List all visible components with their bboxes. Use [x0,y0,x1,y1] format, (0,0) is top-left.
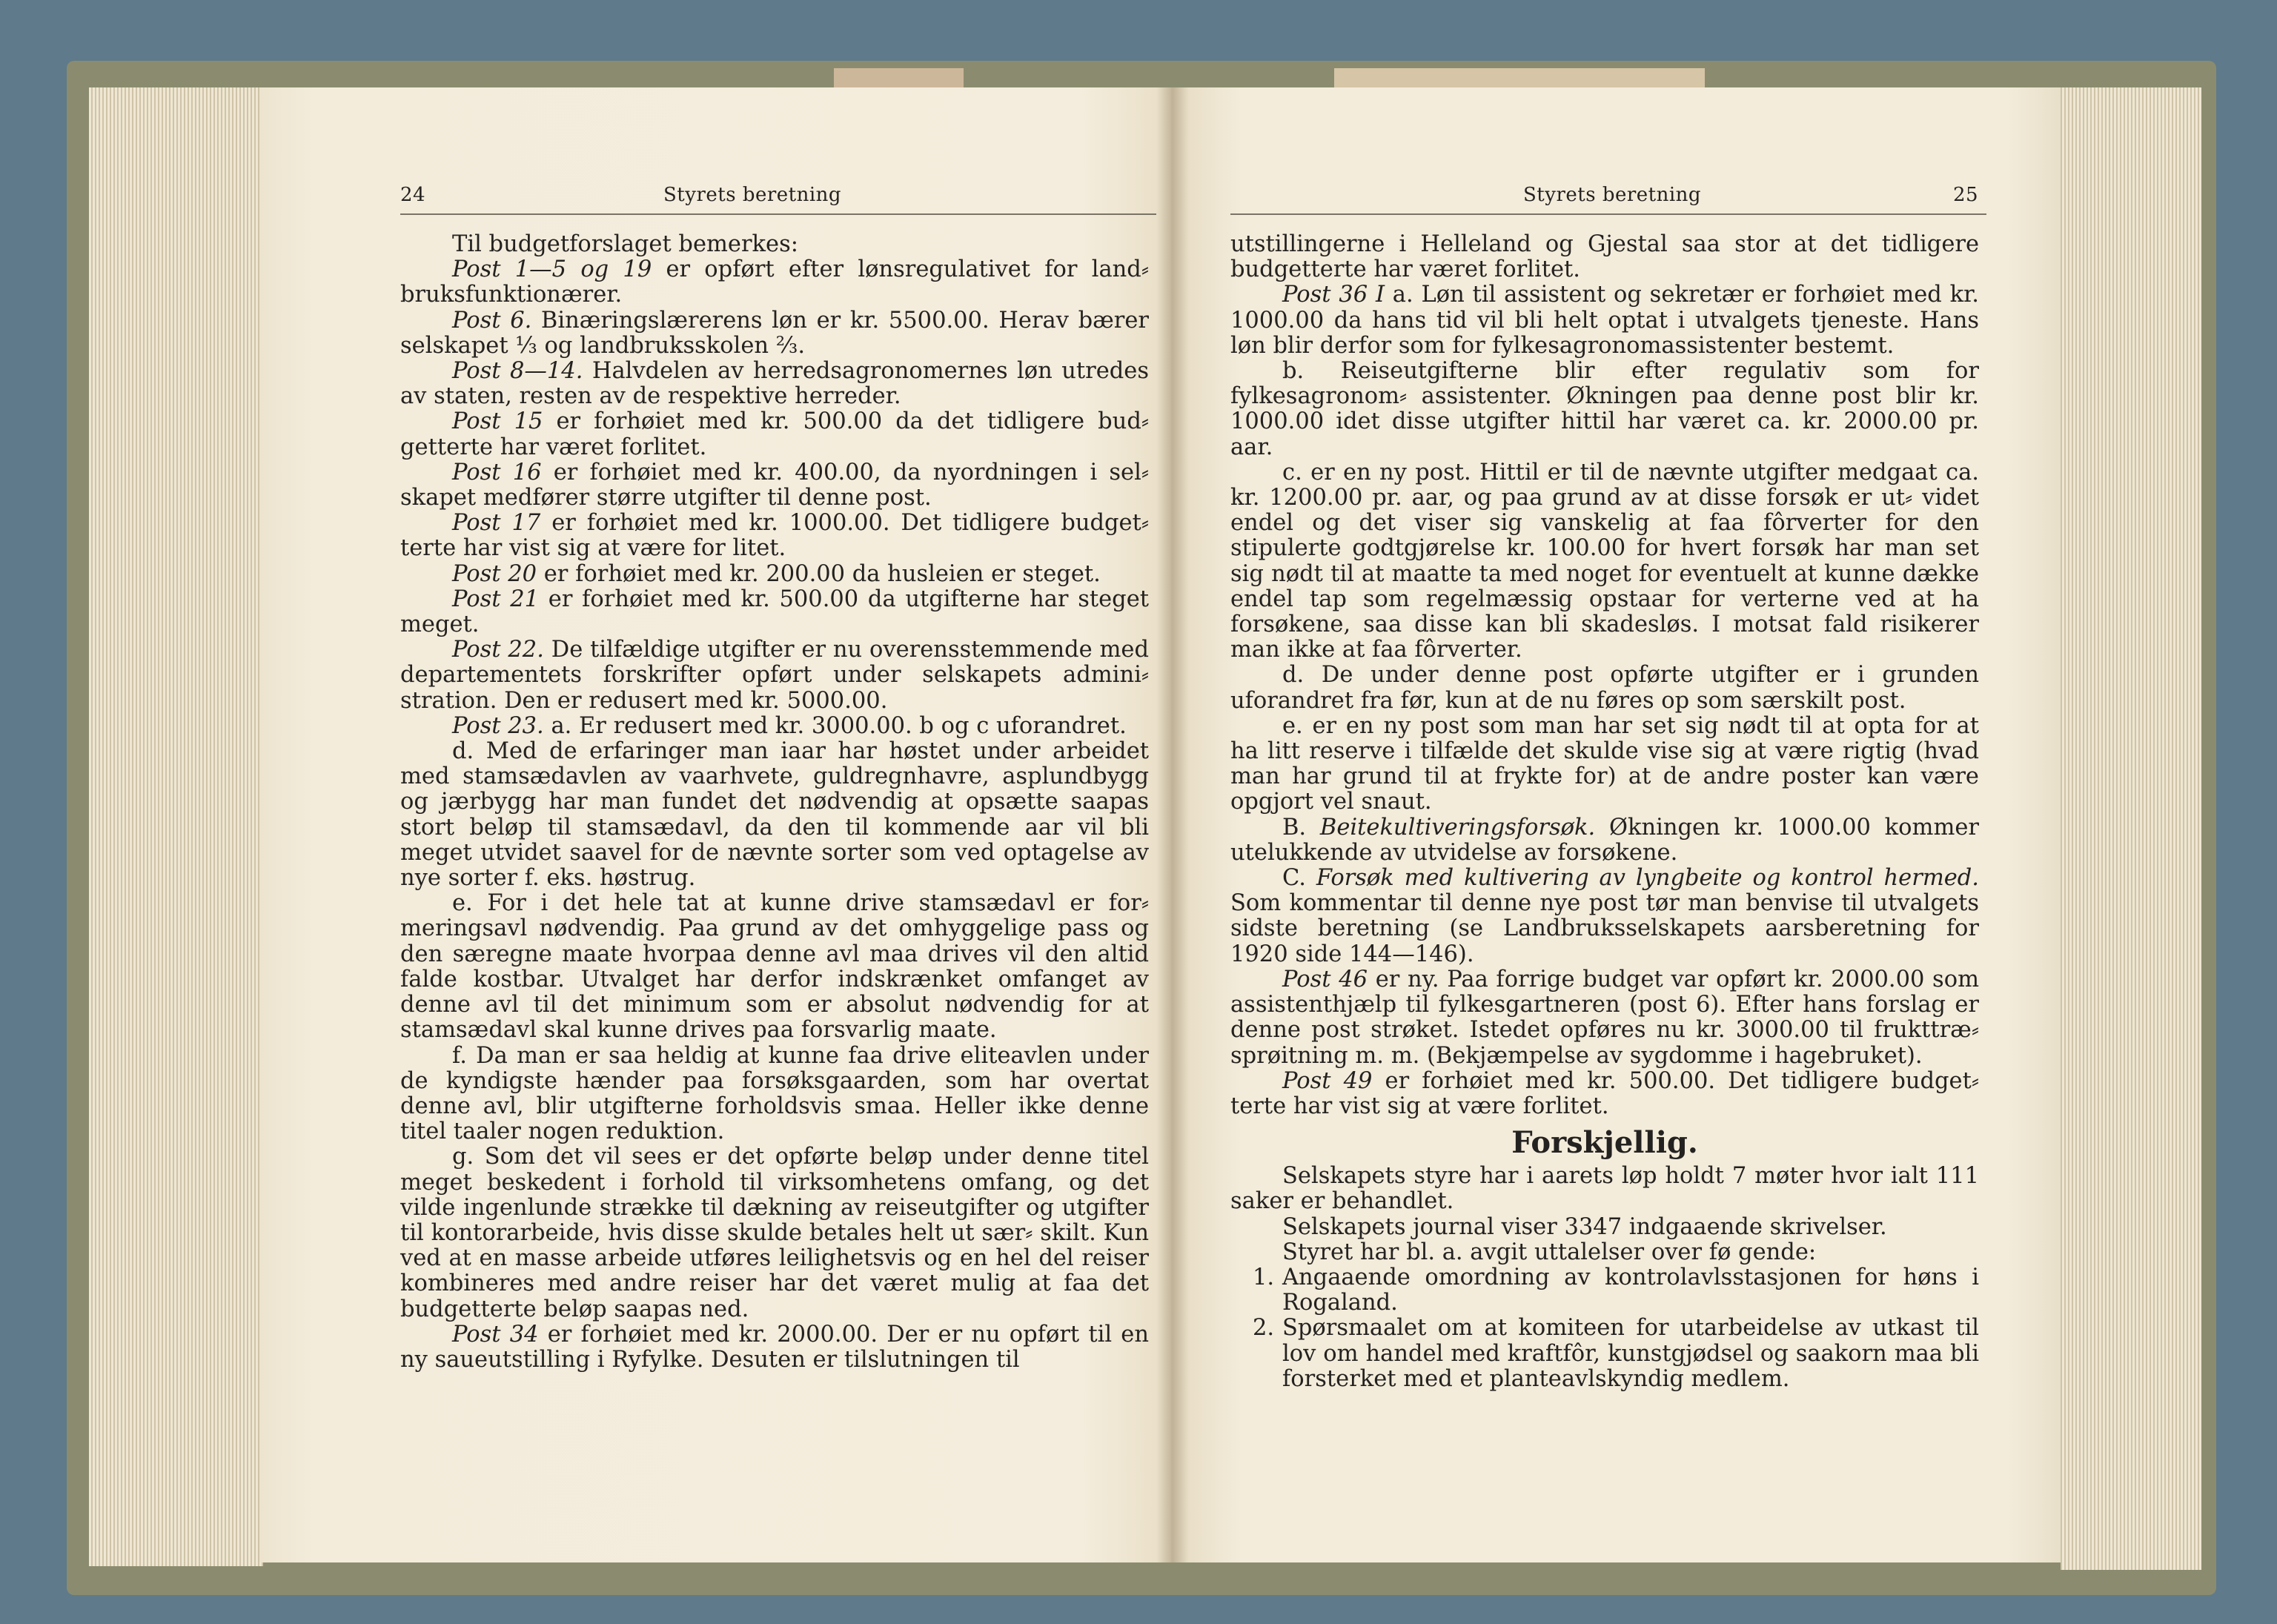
header-rule-right [1230,213,1986,215]
text-run: er forhøiet med kr. 500.00. Det tidligere budget⸗ terte har vist sig at være forlitet. [1230,1067,1980,1119]
list-text: Angaaende omordning av kontrolavlsstasjonen for høns i Rogaland. [1282,1264,1979,1316]
text-run: C. [1282,865,1316,892]
italic-run: Forsøk med kultivering av lyngbeite og kontrol hermed. [1316,865,1980,892]
page-left [259,87,1171,1562]
paragraph [400,714,1149,739]
text-run: De tilfældige utgifter er nu overensstemmende med departementets forskrifter opført under selskapets admini⸗ stration. Den er redusert med kr. 5000.00. [400,637,1149,714]
text-run: Binæringslærerens løn er kr. 5500.00. Herav bærer selskapet ⅓ og landbruksskolen ⅔. [400,307,1149,359]
paragraph [1230,1069,1979,1119]
header-rule-left [400,213,1156,215]
italic-run: Post 23. [452,712,544,739]
body-text-left [400,232,1149,1373]
paragraph [1230,1240,1979,1265]
paragraph [400,739,1149,891]
paragraph [1230,282,1979,359]
paragraph [400,460,1149,511]
italic-run: Post 17 [452,510,541,537]
text-run: c. er en ny post. Hittil er til de nævnte utgifter medgaat ca. kr. 1200.00 pr. aar, og paa grund av at disse forsøk er ut⸗ videt endel og det viser sig vanskelig at faa fôrverter for den stipulerte godtgjørelse kr. 100.00 for hvert forsøk har man set sig nødt til at maatte ta med noget for eventuelt at kunne dække endel tap som regelmæssig opstaar for verterne ved at ha forsøkene, saa disse kan bli skadesløs. I motsat fald risikerer man ikke at faa fôrverter. [1230,459,1979,663]
italic-run: Post 36 I [1282,282,1385,308]
paragraph [400,409,1149,460]
paragraph [400,637,1149,714]
text-run: Til budgetforslaget bemerkes: [452,231,799,257]
italic-run: Post 22. [452,637,544,663]
text-run: a. Er redusert med kr. 3000.00. b og c uforandret. [543,712,1127,739]
italic-run: Post 21 [452,586,540,612]
text-run: Selskapets journal viser 3347 indgaaende skrivelser. [1282,1213,1887,1240]
italic-run: Post 16 [452,459,542,485]
paragraph [400,1322,1149,1373]
section-heading: Forskjellig. [1511,1125,1698,1161]
italic-run: Post 8—14. [452,358,583,385]
text-run: er forhøiet med kr. 200.00 da husleien er steget. [537,560,1101,587]
running-head-left [259,184,1171,213]
paragraph [1230,866,1979,967]
italic-run: Post 6. [452,307,532,334]
italic-run: Post 46 [1282,966,1368,992]
paragraph [1230,359,1979,460]
italic-run: Post 1—5 og 19 [452,256,652,283]
paragraph [400,891,1149,1043]
paragraph [400,359,1149,409]
list-item [1230,1265,1979,1316]
paragraph [1230,663,1979,713]
paragraph [1230,815,1979,866]
text-run: B. [1282,814,1320,841]
running-title-right: Styrets beretning [1523,184,1702,206]
list-item [1230,1316,1979,1392]
paragraph [1230,460,1979,663]
paragraph [400,587,1149,637]
paragraph [400,511,1149,561]
page-edges-left [89,87,263,1566]
page-number-right: 25 [1953,184,1979,206]
text-run: Halvdelen av herredsagronomernes løn utredes av staten, resten av de respektive herreder. [400,358,1149,410]
paragraph [400,1144,1149,1322]
italic-run: Post 49 [1282,1067,1373,1094]
page-edges-right [2061,87,2201,1570]
book-gutter [1156,87,1189,1562]
text-run: er forhøiet med kr. 2000.00. Der er nu opført til en ny saueutstilling i Ryfylke. Desuten er tilslutningen til [400,1321,1149,1373]
text-run: b. Reiseutgifterne blir efter regulativ som for fylkesagronom⸗ assistenter. Økningen paa denne post blir kr. 1000.00 idet disse utgifter hittil har været ca. kr. 2000.00 pr. aar. [1230,358,1979,460]
text-run: d. De under denne post opførte utgifter er i grunden uforandret fra før, kun at de nu føres op som særskilt post. [1230,662,1979,714]
running-head-right [1171,184,2061,213]
paragraph [1230,1215,1979,1240]
italic-run: Post 15 [452,408,543,435]
italic-run: Beitekultiveringsforsøk. [1319,814,1596,841]
paragraph [400,308,1149,359]
text-run: Økningen kr. 1000.00 kommer utelukkende av utvidelse av forsøkene. [1230,814,1980,866]
body-text-right [1230,232,1979,1392]
running-title-left: Styrets beretning [663,184,842,206]
text-run: Styret har bl. a. avgit uttalelser over fø gende: [1282,1239,1817,1265]
text-run: d. Med de erfaringer man iaar har høstet under arbeidet med stamsædavlen av vaarhvete, guldregnhavre, asplundbygg og jærbygg har man fundet det nødvendig at opsætte saapas stort beløp til stamsædavl, da den til kommende aar vil bli meget utvidet saavel for de nævnte sorter som ved optagelse av nye sorter f. eks. høstrug. [400,738,1149,892]
text-run: er forhøiet med kr. 1000.00. Det tidligere budget⸗ terte har vist sig at være for litet. [400,510,1149,562]
italic-run: Post 34 [452,1321,539,1348]
text-run: er forhøiet med kr. 500.00 da utgifterne har steget meget. [400,586,1150,638]
text-run: g. Som det vil sees er det opførte beløp under denne titel meget beskedent i forhold til virksomhetens omfang, og det vilde ingenlunde strække til dækning av reiseutgifter og utgifter til kontorarbeide, hvis disse skulde betales helt ut sær⸗ skilt. Kun ved at en masse arbeide utføres leilighetsvis og en hel del reiser kombineres med andre reiser har det været mulig at faa det budgetterte beløp saapas ned. [400,1144,1149,1322]
paragraph [400,232,1149,257]
paragraph [400,562,1149,587]
paragraph [1230,714,1979,815]
paragraph [400,1044,1149,1145]
paragraph [1230,967,1979,1069]
paragraph [1230,1164,1979,1214]
list-number: 1. [1253,1264,1275,1290]
page-number-left: 24 [400,184,426,206]
text-run: e. er en ny post som man har set sig nødt til at opta for at ha litt reserve i tilfælde det skulde vise sig at være rigtig (hvad man har grund til at frykte for) at de andre poster kan være opgjort vel snaut. [1230,712,1979,815]
text-run: a. Løn til assistent og sekretær er forhøiet med kr. 1000.00 da hans tid vil bli helt optat i utvalgets tjeneste. Hans løn blir derfor som for fylkesagronomassistenter bestemt. [1230,282,1979,359]
text-run: er opført efter lønsregulativet for land⸗ bruksfunktionærer. [400,256,1149,308]
text-run: utstillingerne i Helleland og Gjestal saa stor at det tidligere budgetterte har været forlitet. [1230,231,1979,283]
list-number: 2. [1253,1315,1275,1342]
text-run: e. For i det hele tat at kunne drive stamsædavl er for⸗ meringsavl nødvendig. Paa grund av det omhyggelige pass og den særegne maate hvorpaa denne avl maa drives vil den altid falde kostbar. Utvalget har derfor indskrænket omfanget av denne avl til det minimum som er absolut nødvendig for at stamsædavl skal kunne drives paa forsvarlig maate. [400,890,1149,1044]
italic-run: Post 20 [452,560,537,587]
page-right [1171,87,2061,1562]
list-text: Spørsmaalet om at komiteen for utarbeidelse av utkast til lov om handel med kraftfôr, kunstgjødsel og saakorn maa bli forsterket med et planteavlskyndig medlem. [1282,1315,1979,1392]
text-run: er ny. Paa forrige budget var opført kr. 2000.00 som assistenthjælp til fylkesgartneren (post 6). Efter hans forslag er denne post strøket. Istedet opføres nu kr. 3000.00 til frukttræ⸗ sprøitning m. m. (Bekjæmpelse av sygdomme i hagebruket). [1230,966,1979,1069]
text-run: er forhøiet med kr. 500.00 da det tidligere bud⸗ getterte har været forlitet. [400,408,1149,460]
text-run: Selskapets styre har i aarets løp holdt 7 møter hvor ialt 111 saker er behandlet. [1230,1163,1979,1215]
text-run: f. Da man er saa heldig at kunne faa drive eliteavlen under de kyndigste hænder paa forsøksgaarden, som har overtat denne avl, blir utgifterne forholdsvis smaa. Heller ikke denne titel taaler nogen reduktion. [400,1042,1149,1145]
text-run: Som kommentar til denne nye post tør man benvise til utvalgets sidste beretning (se Landbruksselskapets aarsberetning for 1920 side 144—146). [1230,890,1979,967]
paragraph [1230,232,1979,282]
text-run: er forhøiet med kr. 400.00, da nyordningen i sel⸗ skapet medfører større utgifter til denne post. [400,459,1149,511]
paragraph [400,257,1149,308]
